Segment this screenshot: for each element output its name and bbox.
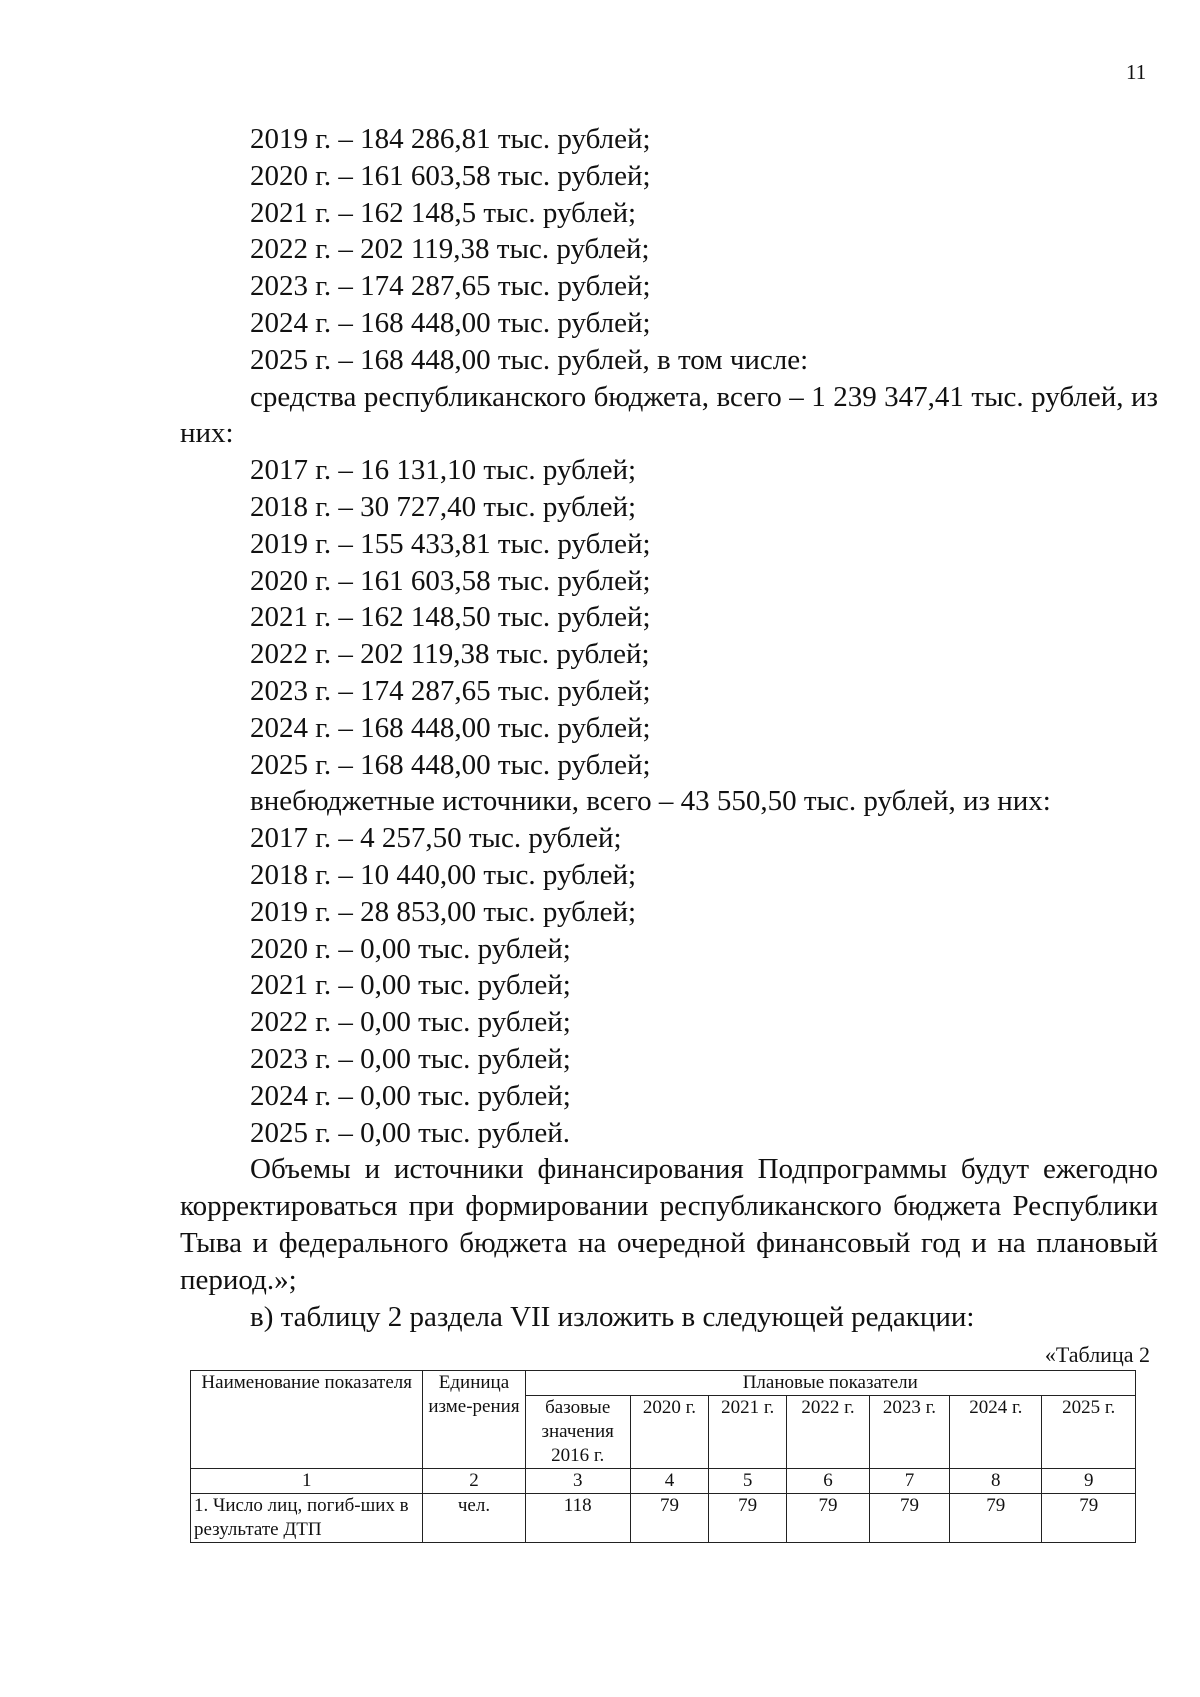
table-row [191, 1494, 1136, 1543]
funding-line-2020: 2020 г. – 161 603,58 тыс. рублей; [250, 159, 651, 192]
header-indicator-name: Наименование показателя [191, 1371, 423, 1469]
paragraph-table-intro: в) таблицу 2 раздела VII изложить в следующей редакции: [250, 1300, 975, 1333]
paragraph-adjustment-1: Объемы и источники финансирования Подпрограммы будут ежегодно [250, 1153, 1158, 1186]
paragraph-adjustment-2: корректироваться при формировании республиканского бюджета Республики [180, 1190, 1158, 1223]
column-number: 6 [787, 1469, 870, 1494]
funding-line-2024: 2024 г. – 168 448,00 тыс. рублей; [250, 306, 651, 339]
republic-budget-2017: 2017 г. – 16 131,10 тыс. рублей; [250, 454, 637, 487]
column-number: 3 [525, 1469, 630, 1494]
column-number: 7 [869, 1469, 949, 1494]
republic-budget-2018: 2018 г. – 30 727,40 тыс. рублей; [250, 490, 637, 523]
extrabudget-2022: 2022 г. – 0,00 тыс. рублей; [250, 1006, 571, 1039]
funding-line-2021: 2021 г. – 162 148,5 тыс. рублей; [250, 196, 637, 229]
extrabudget-2021: 2021 г. – 0,00 тыс. рублей; [250, 969, 571, 1002]
extrabudget-2023: 2023 г. – 0,00 тыс. рублей; [250, 1042, 571, 1075]
table-header-row [191, 1371, 1136, 1396]
header-year-2024: 2024 г. [950, 1396, 1042, 1469]
funding-line-2019: 2019 г. – 184 286,81 тыс. рублей; [250, 123, 651, 155]
republic-budget-2021: 2021 г. – 162 148,50 тыс. рублей; [250, 601, 651, 634]
republic-budget-2025: 2025 г. – 168 448,00 тыс. рублей; [250, 748, 651, 781]
republic-budget-total-cont: них: [180, 417, 234, 450]
republic-budget-2022: 2022 г. – 202 119,38 тыс. рублей; [250, 638, 650, 671]
page-number: 11 [1126, 60, 1147, 84]
header-year-2021: 2021 г. [709, 1396, 787, 1469]
extrabudget-2019: 2019 г. – 28 853,00 тыс. рублей; [250, 895, 637, 928]
funding-line-2023: 2023 г. – 174 287,65 тыс. рублей; [250, 270, 651, 303]
header-year-2023: 2023 г. [869, 1396, 949, 1469]
header-year-2025: 2025 г. [1042, 1396, 1136, 1469]
column-number: 4 [630, 1469, 708, 1494]
extrabudget-2025: 2025 г. – 0,00 тыс. рублей. [250, 1116, 571, 1149]
column-number: 8 [950, 1469, 1042, 1494]
column-number: 2 [423, 1469, 525, 1494]
republic-budget-2019: 2019 г. – 155 433,81 тыс. рублей; [250, 527, 651, 560]
indicators-table [190, 1370, 1136, 1543]
row-value-2023: 79 [869, 1494, 949, 1543]
column-number: 9 [1042, 1469, 1136, 1494]
row-value-2024: 79 [950, 1494, 1042, 1543]
header-year-2020: 2020 г. [630, 1396, 708, 1469]
funding-line-2022: 2022 г. – 202 119,38 тыс. рублей; [250, 233, 650, 266]
funding-line-2025: 2025 г. – 168 448,00 тыс. рублей, в том числе: [250, 343, 809, 376]
header-unit: Единица изме-рения [423, 1371, 525, 1469]
header-year-2022: 2022 г. [787, 1396, 870, 1469]
header-planned-indicators: Плановые показатели [525, 1371, 1135, 1396]
republic-budget-2020: 2020 г. – 161 603,58 тыс. рублей; [250, 564, 651, 597]
column-number: 1 [191, 1469, 423, 1494]
row-value-2022: 79 [787, 1494, 870, 1543]
document-body [180, 121, 1158, 1335]
row-value-2021: 79 [709, 1494, 787, 1543]
row-value-base: 118 [525, 1494, 630, 1543]
extrabudget-2018: 2018 г. – 10 440,00 тыс. рублей; [250, 858, 637, 891]
extrabudget-total: внебюджетные источники, всего – 43 550,50 тыс. рублей, из них: [250, 785, 1051, 818]
row-value-2020: 79 [630, 1494, 708, 1543]
row-value-2025: 79 [1042, 1494, 1136, 1543]
column-number: 5 [709, 1469, 787, 1494]
table-caption: «Таблица 2 [1044, 1342, 1150, 1367]
republic-budget-total: средства республиканского бюджета, всего – 1 239 347,41 тыс. рублей, из [250, 380, 1158, 413]
row-unit: чел. [423, 1494, 525, 1543]
paragraph-adjustment-3: Тыва и федерального бюджета на очередной финансовый год и на плановый [180, 1226, 1158, 1259]
republic-budget-2024: 2024 г. – 168 448,00 тыс. рублей; [250, 711, 651, 744]
column-number-row [191, 1469, 1136, 1494]
republic-budget-2023: 2023 г. – 174 287,65 тыс. рублей; [250, 674, 651, 707]
row-indicator-name: 1. Число лиц, погиб-ших в результате ДТП [191, 1494, 423, 1543]
extrabudget-2020: 2020 г. – 0,00 тыс. рублей; [250, 932, 571, 965]
extrabudget-2024: 2024 г. – 0,00 тыс. рублей; [250, 1079, 571, 1112]
header-base-values: базовые значения 2016 г. [525, 1396, 630, 1469]
extrabudget-2017: 2017 г. – 4 257,50 тыс. рублей; [250, 822, 622, 855]
paragraph-adjustment-4: период.»; [180, 1263, 297, 1296]
